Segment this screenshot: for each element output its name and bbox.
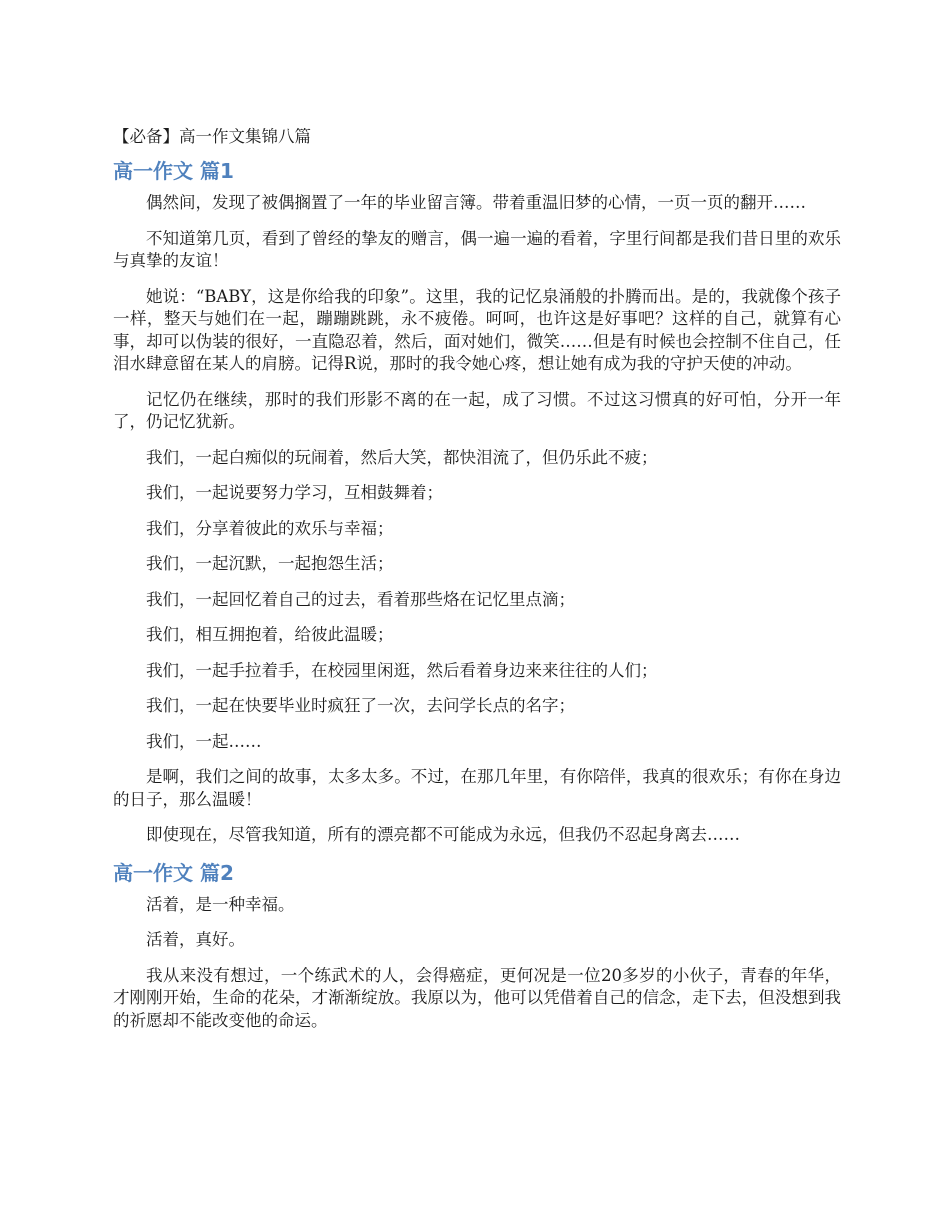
paragraph: 我们，一起白痴似的玩闹着，然后大笑，都快泪流了，但仍乐此不疲； <box>146 447 658 467</box>
paragraph: 我从来没有想过，一个练武术的人，会得癌症，更何况是一位20多岁的小伙子，青春的年华，才刚刚开始，生命的花朵，才渐渐绽放。我原以为，他可以凭借着自己的信念，走下去，但没想到我的祈愿却不能改变他的命运。 <box>113 965 841 1030</box>
paragraph: 是啊，我们之间的故事，太多太多。不过，在那几年里，有你陪伴，我真的很欢乐；有你在身边的日子，那么温暖！ <box>113 767 841 809</box>
paragraph: 她说：“BABY，这是你给我的印象”。这里，我的记忆泉涌般的扑腾而出。是的，我就像个孩子一样，整天与她们在一起，蹦蹦跳跳，永不疲倦。呵呵，也许这是好事吧？这样的自己，就算有心事，却可以伪装的很好，一直隐忍着，然后，面对她们，微笑……但是有时候也会控制不住自己，任泪水肆意留在某人的肩膀。记得R说，那时的我令她心疼，想让她有成为我的守护天使的冲动。 <box>113 286 841 373</box>
paragraph: 我们，一起回忆着自己的过去，看着那些烙在记忆里点滴； <box>146 589 575 609</box>
section-2 <box>113 860 841 1033</box>
paragraph: 即使现在，尽管我知道，所有的漂亮都不可能成为永远，但我仍不忍起身离去…… <box>146 825 740 844</box>
paragraph: 我们，一起手拉着手，在校园里闲逛，然后看着身边来来往往的人们； <box>146 660 658 680</box>
paragraph: 我们，一起在快要毕业时疯狂了一次，去问学长点的名字； <box>146 696 575 715</box>
paragraph: 偶然间，发现了被偶搁置了一年的毕业留言簿。带着重温旧梦的心情，一页一页的翻开…… <box>146 193 806 212</box>
paragraph: 我们，相互拥抱着，给彼此温暖； <box>146 625 394 644</box>
paragraph: 活着，是一种幸福。 <box>146 894 295 914</box>
document-title: 【必备】高一作文集锦八篇 <box>113 127 311 146</box>
paragraph: 不知道第几页，看到了曾经的挚友的赠言，偶一遍一遍的看着，字里行间都是我们昔日里的欢乐与真挚的友谊！ <box>113 228 841 270</box>
paragraph: 记忆仍在继续，那时的我们形影不离的在一起，成了习惯。不过这习惯真的好可怕，分开一年了，仍记忆犹新。 <box>113 389 841 431</box>
section-1 <box>113 158 841 847</box>
section-heading: 高一作文 篇2 <box>113 860 234 885</box>
document-body <box>113 124 841 1045</box>
section-heading: 高一作文 篇1 <box>113 159 234 183</box>
paragraph: 我们，分享着彼此的欢乐与幸福； <box>146 518 394 538</box>
paragraph: 我们，一起…… <box>146 731 262 751</box>
paragraph: 我们，一起说要努力学习，互相鼓舞着； <box>146 483 443 502</box>
paragraph: 活着，真好。 <box>146 930 245 949</box>
paragraph: 我们，一起沉默，一起抱怨生活； <box>146 554 394 573</box>
